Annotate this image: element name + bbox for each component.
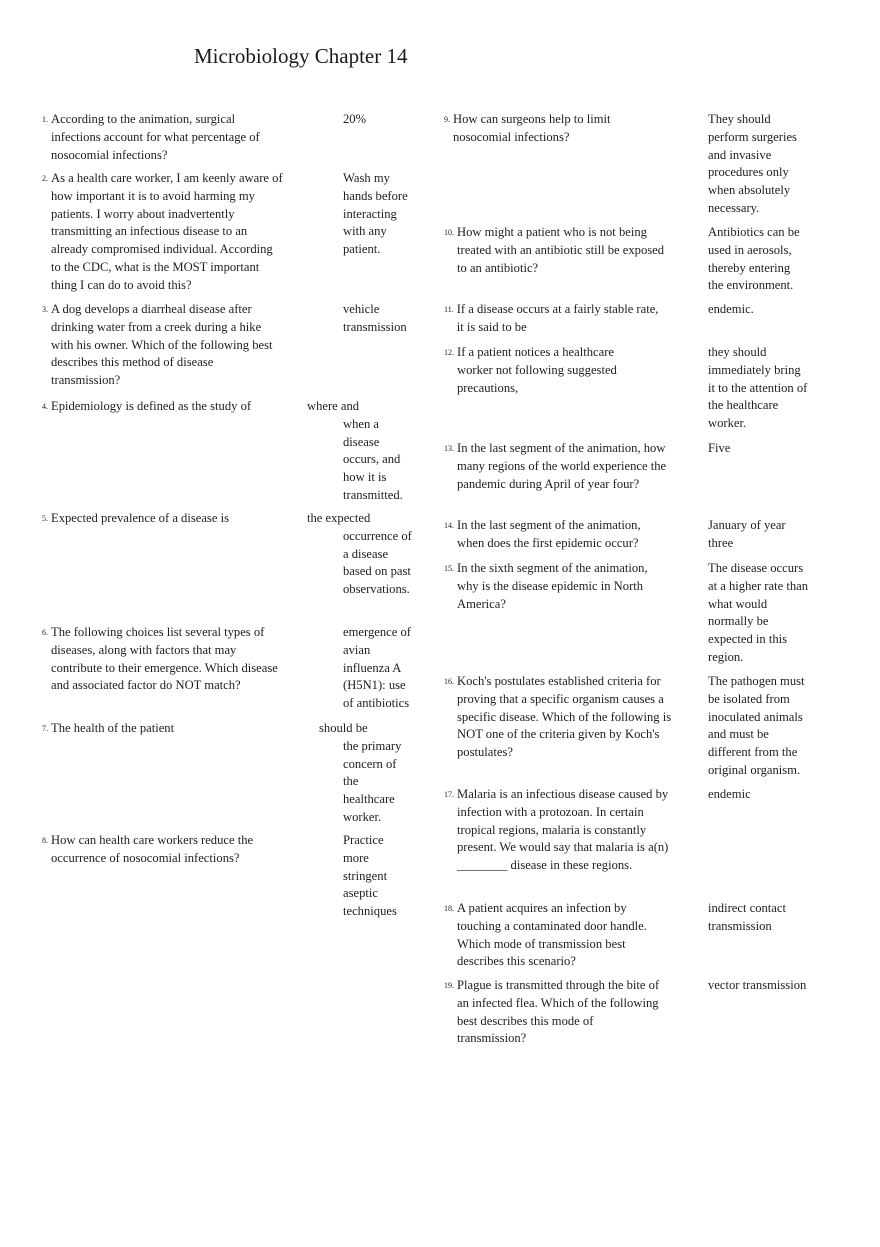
- question-text: If a patient notices a healthcare worker not following suggested precautions,: [457, 345, 617, 395]
- question-12: [444, 344, 637, 397]
- question-text: Plague is transmitted through the bite of an infected flea. Which of the following best describes this mode of transmission?: [457, 978, 660, 1046]
- question-text: According to the animation, surgical infections account for what percentage of nosocomial infections?: [51, 112, 260, 162]
- question-text: How might a patient who is not being treated with an antibiotic still be exposed to an antibiotic?: [457, 225, 665, 275]
- question-16: [444, 673, 672, 762]
- question-number: 5.: [42, 514, 48, 523]
- question-text: If a disease occurs at a fairly stable rate, it is said to be: [456, 302, 659, 334]
- question-text: Koch's postulates established criteria for proving that a specific organism causes a specific disease. Which of the following is NOT one of the criteria given by Koch's postulates?: [457, 674, 672, 760]
- question-text: In the last segment of the animation, how many regions of the world experience the pandemic during April of year four?: [457, 441, 667, 491]
- answer-5: [307, 510, 415, 599]
- question-text: The health of the patient: [51, 721, 175, 735]
- question-text: The following choices list several types of diseases, along with factors that may contribute to their emergence. Which disease and associated factor do NOT match?: [51, 625, 278, 693]
- question-number: 17.: [444, 790, 454, 799]
- question-number: 1.: [42, 115, 48, 124]
- question-14: [444, 517, 667, 553]
- answer-7: [319, 720, 409, 827]
- answer-17: endemic: [708, 787, 751, 801]
- question-8: [42, 832, 283, 868]
- answer-2: Wash my hands before interacting with any patient.: [343, 171, 408, 257]
- question-number: 7.: [42, 724, 48, 733]
- answer-19: vector transmission: [708, 978, 807, 992]
- question-number: 18.: [444, 904, 454, 913]
- question-text: Expected prevalence of a disease is: [51, 511, 229, 525]
- question-text: In the sixth segment of the animation, why is the disease epidemic in North America?: [457, 561, 648, 611]
- answer-rest: occurrence of a disease based on past observations.: [343, 528, 412, 597]
- question-number: 13.: [444, 444, 454, 453]
- question-number: 15.: [444, 564, 454, 573]
- question-18: [444, 900, 662, 971]
- question-number: 19.: [444, 981, 454, 990]
- question-11: [444, 301, 662, 337]
- answer-6: emergence of avian influenza A (H5N1): use of antibiotics: [343, 625, 411, 711]
- question-number: 3.: [42, 305, 48, 314]
- question-1: [42, 111, 281, 164]
- question-number: 11.: [444, 305, 454, 314]
- answer-16: The pathogen must be isolated from inoculated animals and must be different from the original organism.: [708, 674, 805, 777]
- answer-lead: should be: [319, 721, 368, 735]
- question-number: 8.: [42, 836, 48, 845]
- page-title: Microbiology Chapter 14: [194, 44, 408, 68]
- answer-10: Antibiotics can be used in aerosols, thereby entering the environment.: [708, 225, 800, 293]
- answer-13: Five: [708, 441, 731, 455]
- answer-lead: the expected: [307, 511, 371, 525]
- question-9: [444, 111, 668, 147]
- question-2: [42, 170, 283, 295]
- question-15: [444, 560, 672, 613]
- question-13: [444, 440, 667, 493]
- answer-11: endemic.: [708, 302, 754, 316]
- question-text: In the last segment of the animation, when does the first epidemic occur?: [457, 518, 641, 550]
- answer-18: indirect contact transmission: [708, 901, 786, 933]
- question-number: 9.: [444, 115, 450, 124]
- question-4: [42, 398, 291, 416]
- question-3: [42, 301, 283, 390]
- answer-lead: where and: [307, 399, 360, 413]
- answer-9: They should perform surgeries and invasive procedures only when absolutely necessary.: [708, 112, 797, 215]
- answer-8: Practice more stringent aseptic techniques: [343, 833, 397, 919]
- answer-15: The disease occurs at a higher rate than what would normally be expected in this region.: [708, 561, 808, 664]
- question-number: 14.: [444, 521, 454, 530]
- question-text: Epidemiology is defined as the study of: [51, 399, 252, 413]
- answer-12: they should immediately bring it to the attention of the healthcare worker.: [708, 345, 808, 431]
- question-19: [444, 977, 662, 1048]
- question-text: A patient acquires an infection by touching a contaminated door handle. Which mode of transmission best describes this scenario?: [457, 901, 647, 969]
- answer-1: 20%: [343, 112, 367, 126]
- question-17: [444, 786, 675, 875]
- question-number: 4.: [42, 402, 48, 411]
- answer-rest: the primary concern of the healthcare worker.: [343, 738, 402, 824]
- question-number: 2.: [42, 174, 48, 183]
- question-number: 10.: [444, 228, 454, 237]
- answer-3: vehicle transmission: [343, 302, 407, 334]
- question-number: 6.: [42, 628, 48, 637]
- answer-rest: when a disease occurs, and how it is transmitted.: [343, 416, 403, 502]
- question-text: How can health care workers reduce the occurrence of nosocomial infections?: [51, 833, 254, 865]
- question-7: [42, 720, 291, 738]
- question-text: How can surgeons help to limit nosocomial infections?: [453, 112, 611, 144]
- question-6: [42, 624, 283, 695]
- question-text: As a health care worker, I am keenly aware of how important it is to avoid harming my patients. I worry about inadvertently transmitting an infectious disease to an already compromised individual. According to the CDC, what is the MOST important thing I can do to avoid this?: [51, 171, 283, 292]
- answer-4: [307, 398, 413, 505]
- question-number: 12.: [444, 348, 454, 357]
- answer-14: January of year three: [708, 518, 786, 550]
- question-10: [444, 224, 669, 277]
- question-text: Malaria is an infectious disease caused by infection with a protozoan. In certain tropical regions, malaria is constantly present. We would say that malaria is a(n) ________ disease in these regions.: [457, 787, 669, 873]
- question-5: [42, 510, 291, 528]
- question-text: A dog develops a diarrheal disease after drinking water from a creek during a hike with his owner. Which of the following best describes this method of disease transmission?: [51, 302, 273, 388]
- question-number: 16.: [444, 677, 454, 686]
